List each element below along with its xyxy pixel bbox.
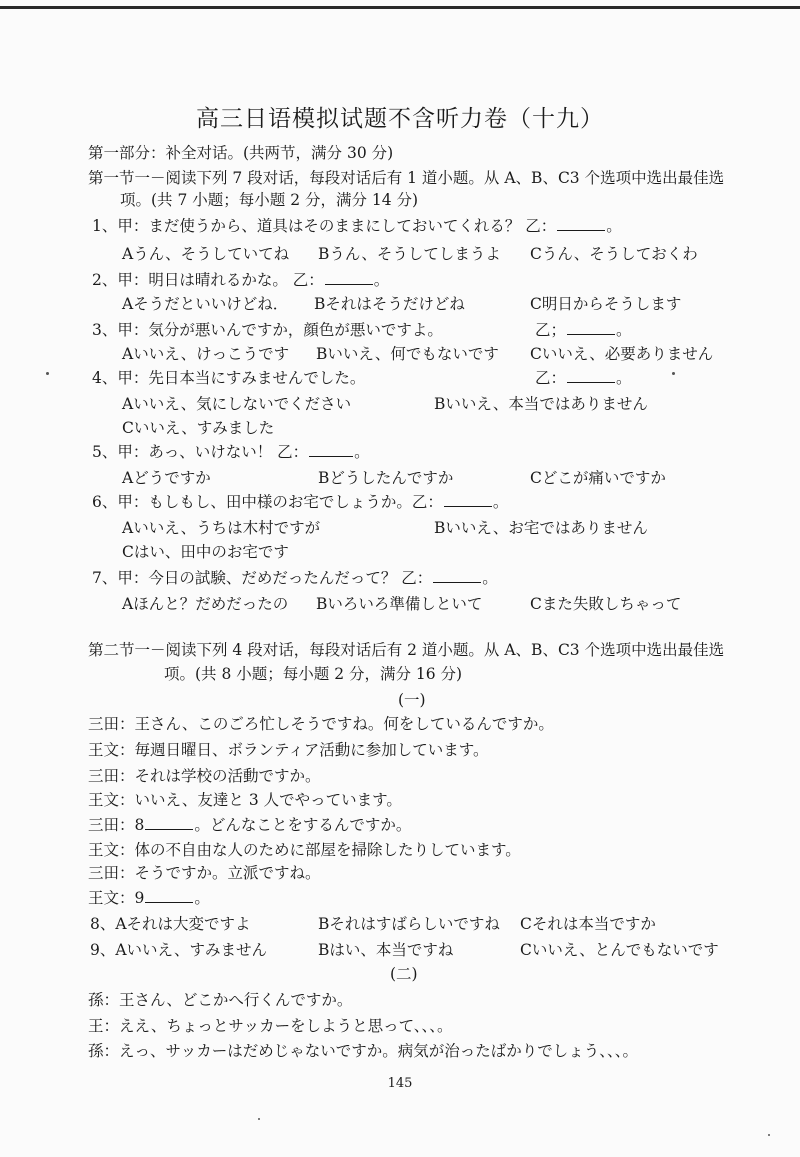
section1-instructions: 第一节一－阅读下列 7 段对话，每段对话后有 1 道小题。从 A、B、C3 个选项中选出最佳选	[88, 169, 725, 187]
question-3-reply: 乙； 。	[535, 321, 632, 339]
q8-option-a: 8、Aそれは大変ですよ	[90, 915, 251, 933]
dialog-2-marker: (二)	[390, 965, 418, 983]
dialog-2-line: 王：ええ、ちょっとサッカーをしようと思って、、、。	[88, 1017, 453, 1035]
answer-blank	[145, 888, 193, 903]
answer-blank	[325, 270, 373, 285]
q7-option-a: Aほんと？だめだったの	[122, 595, 289, 613]
question-2: 2、甲：明日は晴れるかな。 乙： 。	[92, 271, 390, 289]
dialog-1-line: 王文：体の不自由な人のために部屋を掃除したりしています。	[88, 841, 521, 859]
dialog-1-line: 三田：それは学校の活動ですか。	[88, 767, 321, 785]
question-5: 5、甲：あっ、いけない！ 乙： 。	[92, 443, 370, 461]
q2-option-a: Aそうだといいけどね．	[122, 295, 289, 313]
q5-option-c: Cどこが痛いですか	[530, 469, 666, 487]
dialog-1-line: 王文：いいえ、友達と 3 人でやっています。	[88, 791, 402, 809]
question-1: 1、甲：まだ使うから、道具はそのままにしておいてくれる？ 乙： 。	[92, 217, 622, 235]
scan-speck	[768, 1134, 770, 1136]
q1-option-c: Cうん、そうしておくわ	[530, 245, 698, 263]
q1-option-a: Aうん、そうしていてね	[122, 245, 290, 263]
part1-heading: 第一部分：补全对话。(共两节，满分 30 分)	[88, 144, 394, 162]
dialog-1-line: 三田：王さん、このごろ忙しそうですね。何をしているんですか。	[88, 715, 554, 733]
dialog-1-line-blank-9: 王文：9 。	[88, 889, 210, 907]
q2-option-b: Bそれはそうだけどね	[314, 295, 465, 313]
q1-option-b: Bうん、そうしてしまうよ	[318, 245, 501, 263]
q5-option-b: Bどうしたんですか	[318, 469, 454, 487]
scan-top-border	[0, 6, 800, 9]
q6-option-c: Cはい、田中のお宅です	[122, 543, 289, 561]
dialog-2-line: 孫：えっ、サッカーはだめじゃないですか。病気が治ったばかりでしょう、、、。	[88, 1042, 638, 1060]
answer-blank	[557, 216, 605, 231]
q3-option-b: Bいいえ、何でもないです	[316, 345, 499, 363]
answer-blank	[567, 320, 615, 335]
scan-speck	[46, 372, 49, 375]
q9-option-a: 9、Aいいえ、すみません	[90, 941, 267, 959]
scan-speck	[672, 372, 675, 375]
q9-option-c: Cいいえ、とんでもないです	[520, 941, 719, 959]
answer-blank	[309, 442, 353, 457]
q8-option-b: Bそれはすばらしいですね	[318, 915, 500, 933]
answer-blank	[145, 815, 193, 830]
q7-option-b: Bいろいろ準備しといて	[316, 595, 483, 613]
answer-blank	[444, 492, 492, 507]
q4-option-c: Cいいえ、すみました	[122, 419, 275, 437]
q3-option-a: Aいいえ、けっこうです	[122, 345, 290, 363]
dialog-1-marker: (一)	[398, 691, 426, 709]
q6-option-b: Bいいえ、お宅ではありません	[434, 519, 648, 537]
q2-option-c: C明日からそうします	[530, 295, 682, 313]
answer-blank	[433, 568, 481, 583]
dialog-1-line: 三田：そうですか。立派ですね。	[88, 864, 321, 882]
dialog-2-line: 孫：王さん、どこかへ行くんですか。	[88, 991, 353, 1009]
scan-speck	[258, 1118, 260, 1120]
section1-instructions-cont: 项。(共 7 小题；每小题 2 分，满分 14 分)	[120, 191, 419, 209]
q9-option-b: Bはい、本当ですね	[318, 941, 454, 959]
question-3: 3、甲：気分が悪いんですか，顔色が悪いですよ。	[92, 321, 443, 339]
q4-option-b: Bいいえ、本当ではありません	[434, 395, 648, 413]
q6-option-a: Aいいえ、うちは木村ですが	[122, 519, 321, 537]
q8-option-c: Cそれは本当ですか	[520, 915, 656, 933]
question-6: 6、甲：もしもし、田中様のお宅でしょうか。乙： 。	[92, 493, 509, 511]
question-4: 4、甲：先日本当にすみませんでした。	[92, 369, 366, 387]
dialog-1-line-blank-8: 三田：8 。どんなことをするんですか。	[88, 816, 412, 834]
page-number: 145	[387, 1076, 413, 1091]
q7-option-c: Cまた失敗しちゃって	[530, 595, 682, 613]
question-4-reply: 乙： 。	[535, 369, 632, 387]
answer-blank	[567, 368, 615, 383]
dialog-1-line: 王文：毎週日曜日、ボランティア活動に参加しています。	[88, 741, 489, 759]
question-7: 7、甲：今日の試験、だめだったんだって？ 乙： 。	[92, 569, 498, 587]
q3-option-c: Cいいえ、必要ありません	[530, 345, 714, 363]
q5-option-a: Aどうですか	[122, 469, 211, 487]
page-title: 高三日语模拟试题不含听力卷（十九）	[196, 106, 604, 132]
section2-instructions: 第二节一－阅读下列 4 段对话，每段对话后有 2 道小题。从 A、B、C3 个选项中选出最佳选	[88, 641, 725, 659]
section2-instructions-cont: 项。(共 8 小题；每小题 2 分，满分 16 分)	[164, 665, 463, 683]
q4-option-a: Aいいえ、気にしないでください	[122, 395, 352, 413]
